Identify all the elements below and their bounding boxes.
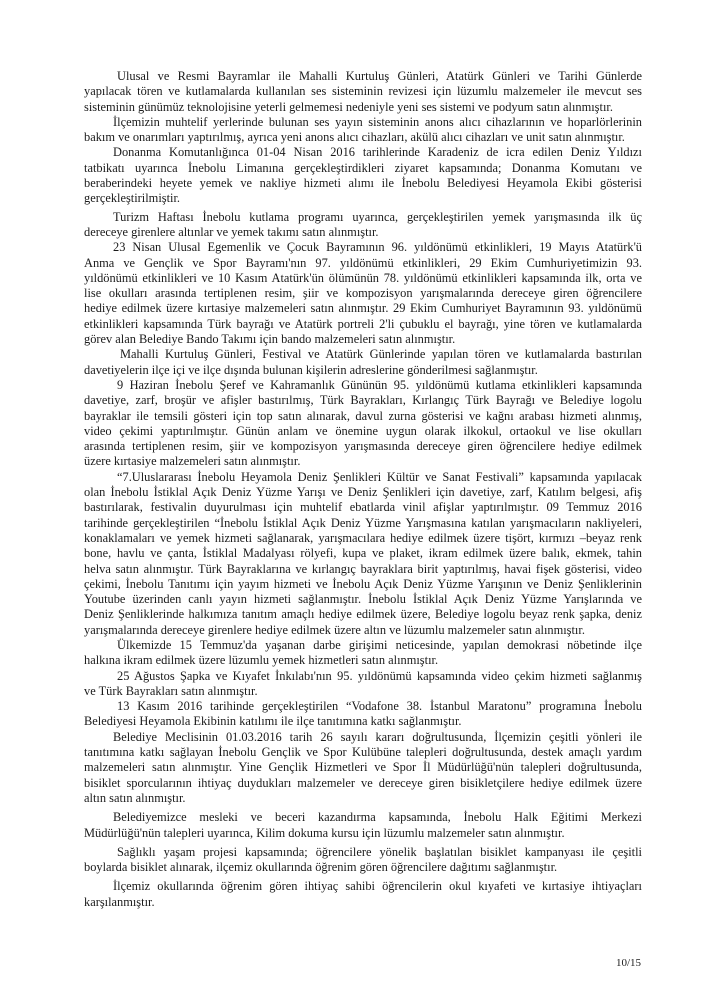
text-line: davetiyelerin ilçe içi ve ilçe dışında bulunan kişilerin adreslerine gönderilmesi sağlanmıştır. xyxy=(84,362,538,377)
text-line: tatbikatı uyarınca İnebolu Limanına gerçekleştirdikleri ziyaret kapsamında; Donanma Komutanı ve xyxy=(84,160,642,175)
text-line: etkinlikleri kapsamında Türk bayrağı ve Atatürk portreli 2'li çubuklu el bayrağı, yine tören ve kutlamalarda xyxy=(84,316,642,331)
text-line: bayraklar ile temsili gösteri için top satın alınarak, davul zurna gösterisi ve kağnı arabası hizmeti alınmış, xyxy=(84,408,642,423)
text-line: dereceye girenlere altınlar ve yemek takımı satın alınmıştır. xyxy=(84,224,379,239)
text-line: beraberindeki heyete yemek ve nakliye hizmeti alımı ile İnebolu Belediyesi Heyamola Ekibi gösterisi xyxy=(84,176,642,191)
text-line: Mahalli Kurtuluş Günleri, Festival ve Atatürk Günlerinde yapılan tören ve kutlamalarda bastırılan xyxy=(120,347,642,362)
text-line: tanıtımına katkı sağlayan İnebolu Gençlik ve Spor Kulübüne talepleri doğrultusunda, destek amaçlı yardım xyxy=(84,745,642,760)
paragraph-national-holidays xyxy=(84,240,642,347)
text-line: bastırılarak, festivalin duyurulması için muhtelif ebatlarda vinil afişlar yaptırılmıştır. 09 Temmuz 2016 xyxy=(84,500,642,515)
text-line: altın satın alınmıştır. xyxy=(84,790,186,805)
paragraph-invitations xyxy=(84,347,642,378)
text-line: Ulusal ve Resmi Bayramlar ile Mahalli Kurtuluş Günleri, Atatürk Günleri ve Tarihi Günlerde xyxy=(117,69,642,83)
text-line: boylarda bisiklet alınarak, ilçemiz okullarında öğrenim gören öğrencilere dağıtımı sağlanmıştır. xyxy=(84,860,558,875)
text-line: Belediye Meclisinin 01.03.2016 tarih 26 sayılı kararı doğrultusunda, İlçemizin çeşitli yönleri ile xyxy=(113,729,642,744)
text-line: sisteminin günümüz teknolojisine yeterli gelmemesi nedeniyle yeni ses sistemi ve podyum satın alınmıştır. xyxy=(84,99,613,114)
paragraph-july-15 xyxy=(84,638,642,669)
text-line: Deniz Şenliklerinde halkımıza tanıtım amaçlı hediye edilmek üzere, Belediye logolu beyaz renk şapka, deniz xyxy=(84,607,642,622)
text-line: olan İnebolu İstiklal Açık Deniz Yüzme Yarışı ve Deniz Şenlikleri için davetiye, zarf, Katılım belgesi, afiş xyxy=(84,485,642,500)
text-line: gerçekleştirilmiştir. xyxy=(84,191,181,206)
text-line: malzemeleri satın alınmıştır. Yine Gençlik Hizmetleri ve Spor İl Müdürlüğü'nün talepleri doğrultusunda, xyxy=(84,760,642,775)
text-line: bisiklet sporcularının ihtiyaç duydukları malzemeler ve dereceye giren bisikletçilere hediye edilmek üzere xyxy=(84,775,642,790)
text-line: çekimi, İnebolu Tanıtımı için yayım hizmeti ve İnebolu Açık Deniz Yüzme Yarışının ve Deniz Şenliklerinin xyxy=(84,576,642,591)
paragraph-festival xyxy=(84,470,642,638)
text-line: lise okulları arasında tertiplenen resim, şiir ve kompozisyon yarışmalarında dereceye giren öğrencilere xyxy=(84,286,642,301)
text-line: tarihinde gerçekleştirilen “İnebolu İstiklal Açık Deniz Yüzme Yarışmasına katılan yarışmacıların nakliyeleri, xyxy=(84,515,642,530)
text-line: yıldönümü etkinlikleri ve 10 Kasım Atatürk'ün ölümünün 78. yıldönümü etkinlikleri kapsamında ilk, orta ve xyxy=(84,270,642,285)
text-line: Belediyemizce mesleki ve beceri kazandırma kapsamında, İnebolu Halk Eğitimi Merkezi xyxy=(113,810,642,825)
text-line: halkına ikram edilmek üzere lüzumlu yemek hizmetleri satın alınmıştır. xyxy=(84,653,439,668)
text-line: Sağlıklı yaşam projesi kapsamında; öğrencilere yönelik başlatılan bisiklet kampanyası ile çeşitli xyxy=(117,844,642,859)
text-line: davetiye, zarf, broşür ve afişler bastırılmış, Türk Bayrakları, Kırlangıç Türk Bayrağı ve Belediye logolu xyxy=(84,393,642,408)
text-line: görev alan Belediye Bando Takımı için bando malzemeleri satın alınmıştır. xyxy=(84,332,456,347)
text-line: İlçemizin muhtelif yerlerinde bulunan ses yayın sisteminin anons alıcı cihazlarının ve hoparlörlerinin xyxy=(113,114,642,129)
text-line: arasında tertiplenen resim, şiir ve kompozisyon yarışmasında dereceye giren öğrencilere hediye edilmek xyxy=(84,439,642,454)
text-line: video çekimi yaptırılmıştır. Günün anlam ve önemine uygun olarak ilkokul, ortaokul ve lise okulları xyxy=(84,423,642,438)
paragraph-june-9 xyxy=(84,378,642,470)
paragraph-vocational xyxy=(84,810,642,841)
text-line: “7.Uluslararası İnebolu Heyamola Deniz Şenlikleri Kültür ve Sanat Festivali” kapsamında yapılacak xyxy=(117,469,642,484)
document-page xyxy=(84,69,642,910)
paragraph-bicycle-campaign xyxy=(84,845,642,876)
paragraph-sound-system xyxy=(84,69,642,115)
paragraph-navy-visit xyxy=(84,145,642,206)
text-line: Youtube üzerinden canlı yayın hizmeti sağlanmıştır. İnebolu İstiklal Açık Deniz Yüzme Yarışlarında ve xyxy=(84,592,642,607)
text-line: 25 Ağustos Şapka ve Kıyafet İnkılabı'nın 95. yıldönümü kapsamında video çekim hizmeti sağlanmış xyxy=(117,668,642,683)
text-line: ve Türk Bayrakları satın alınmıştır. xyxy=(84,683,258,698)
text-line: yapılacak tören ve kutlamalarda kullanılan ses sisteminin revizesi için lüzumlu malzemeler ile mevcut ses xyxy=(84,84,642,99)
text-line: Turizm Haftası İnebolu kutlama programı uyarınca, gerçekleştirilen yemek yarışmasında ilk üç xyxy=(113,209,642,224)
text-line: karşılanmıştır. xyxy=(84,894,155,909)
text-line: İlçemiz okullarında öğrenim gören ihtiyaç sahibi öğrencilerin okul kıyafeti ve kırtasiye ihtiyaçları xyxy=(113,879,642,894)
text-line: Müdürlüğü'nün talepleri uyarınca, Kilim dokuma kursu için lüzumlu malzemeler satın alınmıştır. xyxy=(84,825,565,840)
text-line: bakım ve onarımları yaptırılmış, ayrıca yeni anons alıcı cihazları, akülü alıcı cihazları ve unit satın alınmıştır. xyxy=(84,130,625,145)
text-line: hediye edilmek üzere kırtasiye malzemeleri satın alınmıştır. 29 Ekim Cumhuriyet Bayramının 93. yıldönümü xyxy=(84,301,642,316)
text-line: Anma ve Gençlik ve Spor Bayramı'nın 97. yıldönümü etkinlikleri, 29 Ekim Cumhuriyetimizin 93. xyxy=(84,255,642,270)
page-number: 10/15 xyxy=(616,957,642,969)
text-line: üzere kırtasiye malzemeleri satın alınmıştır. xyxy=(84,454,301,469)
text-line: 13 Kasım 2016 tarihinde gerçekleştirilen “Vodafone 38. İstanbul Maratonu” programına İnebolu xyxy=(117,699,642,714)
text-line: Donanma Komutanlığınca 01-04 Nisan 2016 tarihlerinde Karadeniz de icra edilen Deniz Yıldızı xyxy=(113,145,642,160)
paragraph-student-needs xyxy=(84,879,642,910)
paragraph-announcement-devices xyxy=(84,115,642,146)
paragraph-marathon xyxy=(84,699,642,730)
paragraph-council-decision xyxy=(84,730,642,806)
text-line: konaklamaları ve yemek hizmeti sağlanarak, yarışmacılara hediye edilmek üzere tişört, kırmızı –beyaz renk xyxy=(84,530,642,545)
text-line: yarışmalarında dereceye girenlere hediye edilmek üzere altın ve lüzumlu malzemeler satın alınmıştır. xyxy=(84,622,585,637)
text-line: Belediyesi Heyamola Ekibinin katılımı ile ilçe tanıtımına katkı sağlanmıştır. xyxy=(84,714,462,729)
text-line: Ülkemizde 15 Temmuz'da yaşanan darbe girişimi neticesinde, yapılan demokrasi nöbetinde ilçe xyxy=(117,637,642,652)
text-line: bone, havlu ve çanta, İstiklal Madalyası rölyefi, kupa ve plaket, ikram edilmek üzere balık, ekmek, tahin xyxy=(84,546,642,561)
text-line: 23 Nisan Ulusal Egemenlik ve Çocuk Bayramının 96. yıldönümü etkinlikleri, 19 Mayıs Atatürk'ü xyxy=(113,240,642,255)
text-line: 9 Haziran İnebolu Şeref ve Kahramanlık Gününün 95. yıldönümü kutlama etkinlikleri kapsamında xyxy=(117,377,642,392)
paragraph-august-25 xyxy=(84,669,642,700)
paragraph-tourism-week xyxy=(84,210,642,241)
text-line: helva satın alınmıştır. Türk Bayraklarına ve kırlangıç bayraklara birit yaptırılmış, havai fişek gösterisi, video xyxy=(84,561,642,576)
